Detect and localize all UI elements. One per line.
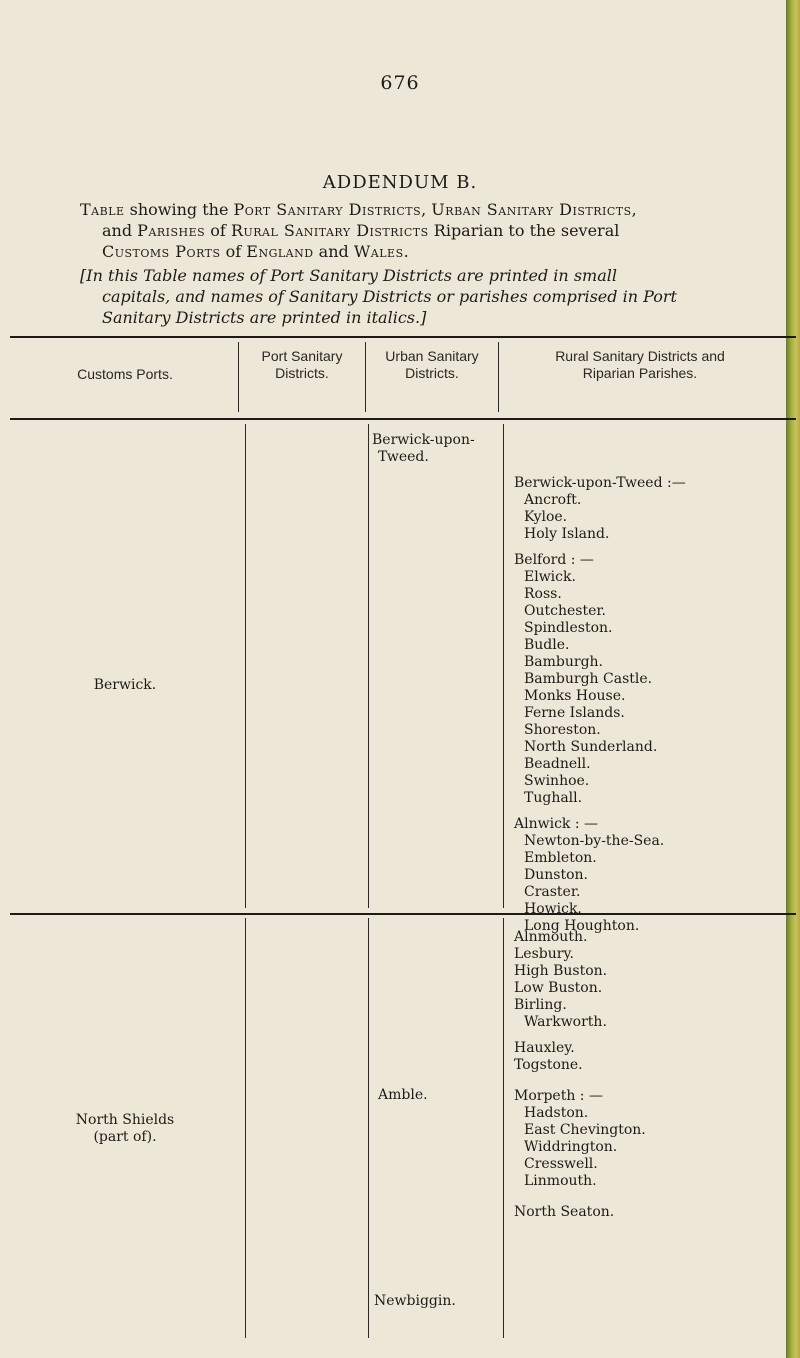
column-divider xyxy=(245,918,246,1338)
parish: Spindleston. xyxy=(524,620,613,636)
parish: Ross. xyxy=(524,586,562,602)
parish: Outchester. xyxy=(524,603,606,619)
addendum-title: ADDENDUM B. xyxy=(322,172,478,193)
header-rule xyxy=(10,418,796,420)
heading-text: and xyxy=(102,221,138,240)
urban-line: Tweed. xyxy=(378,449,429,465)
heading-text: , xyxy=(421,200,432,219)
column-divider xyxy=(368,918,369,1338)
heading-word: England xyxy=(246,242,314,261)
parish: Beadnell. xyxy=(524,756,591,772)
parish: Widdrington. xyxy=(524,1139,618,1155)
parish: Monks House. xyxy=(524,688,626,704)
customs-port-line: (part of). xyxy=(93,1129,157,1145)
header-line: Urban Sanitary xyxy=(385,348,479,364)
parish: North Sunderland. xyxy=(524,739,658,755)
heading-text: of xyxy=(205,221,231,240)
table-top-rule xyxy=(10,336,796,338)
parish: Bamburgh. xyxy=(524,654,604,670)
parish: Elwick. xyxy=(524,569,576,585)
parish: Warkworth. xyxy=(524,1014,607,1030)
rural-list-north-shields xyxy=(514,929,784,1221)
table-heading xyxy=(80,199,740,262)
header-line: Districts. xyxy=(405,365,459,381)
parish: Bamburgh Castle. xyxy=(524,671,653,687)
rural-district: Alnwick : — xyxy=(514,816,599,832)
heading-word: Wales xyxy=(353,242,404,261)
heading-word: Rural Sanitary Districts xyxy=(230,221,429,240)
urban-line: Berwick-upon- xyxy=(372,432,475,448)
rural-district: Berwick-upon-Tweed :— xyxy=(514,475,686,491)
urban-district xyxy=(372,432,500,466)
heading-text: Riparian to the several xyxy=(428,221,620,240)
parish: Long Houghton. xyxy=(524,918,640,934)
parish: Newton-by-the-Sea. xyxy=(524,833,665,849)
parish: North Seaton. xyxy=(514,1204,615,1220)
header-rural-sanitary xyxy=(500,348,780,382)
parish: Holy Island. xyxy=(524,526,610,542)
parish: East Chevington. xyxy=(524,1122,646,1138)
table-note xyxy=(80,265,740,328)
parish: Ancroft. xyxy=(524,492,582,508)
customs-port-north-shields xyxy=(14,1112,236,1146)
parish: Alnmouth. xyxy=(514,929,588,945)
rural-district: Morpeth : — xyxy=(514,1088,603,1104)
parish: Craster. xyxy=(524,884,581,900)
heading-word: Customs Ports xyxy=(102,242,221,261)
heading-text: . xyxy=(403,242,409,261)
parish: Birling. xyxy=(514,997,567,1013)
parish: Low Buston. xyxy=(514,980,603,996)
heading-word: Parishes xyxy=(137,221,206,240)
header-customs-ports: Customs Ports. xyxy=(77,366,173,382)
parish: Dunston. xyxy=(524,867,588,883)
parish: Cresswell. xyxy=(524,1156,598,1172)
heading-text: showing the xyxy=(124,200,234,219)
parish: Ferne Islands. xyxy=(524,705,625,721)
parish: Linmouth. xyxy=(524,1173,597,1189)
note-line: [In this Table names of Port Sanitary Districts are printed in small xyxy=(80,266,617,285)
header-line: Riparian Parishes. xyxy=(582,365,698,381)
parish: Howick. xyxy=(524,901,582,917)
parish: Budle. xyxy=(524,637,570,653)
column-divider xyxy=(503,424,504,908)
parish: Tughall. xyxy=(524,790,583,806)
header-port-sanitary xyxy=(240,348,364,382)
parish: Swinhoe. xyxy=(524,773,590,789)
parish: Kyloe. xyxy=(524,509,568,525)
header-divider xyxy=(238,342,239,412)
rural-district: Belford : — xyxy=(514,552,594,568)
heading-text: of xyxy=(220,242,247,261)
note-line: capitals, and names of Sanitary Districts or parishes comprised in Port xyxy=(102,287,677,306)
header-line: Districts. xyxy=(275,365,329,381)
heading-word: Table xyxy=(80,200,125,219)
column-divider xyxy=(503,918,504,1338)
header-line: Rural Sanitary Districts and xyxy=(555,348,725,364)
customs-port-line: North Shields xyxy=(75,1112,175,1128)
parish: Hadston. xyxy=(524,1105,589,1121)
heading-text: , xyxy=(631,200,637,219)
parish: High Buston. xyxy=(514,963,608,979)
customs-port-berwick: Berwick. xyxy=(93,677,157,693)
header-divider xyxy=(498,342,499,412)
header-line: Port Sanitary xyxy=(261,348,343,364)
urban-district-amble: Amble. xyxy=(378,1087,428,1103)
parish: Hauxley. xyxy=(514,1040,575,1056)
column-divider xyxy=(368,424,369,908)
heading-word: Urban Sanitary Districts xyxy=(431,200,632,219)
heading-word: Port Sanitary Districts xyxy=(233,200,422,219)
parish: Togstone. xyxy=(514,1057,583,1073)
heading-line-3 xyxy=(80,241,740,262)
parish: Embleton. xyxy=(524,850,597,866)
heading-text: and xyxy=(313,242,354,261)
column-divider xyxy=(245,424,246,908)
rural-list-berwick xyxy=(514,475,784,935)
parish: Shoreston. xyxy=(524,722,601,738)
note-line: Sanitary Districts are printed in italics.] xyxy=(102,308,427,327)
header-urban-sanitary xyxy=(366,348,498,382)
heading-line-2 xyxy=(80,220,740,241)
page-edge xyxy=(786,0,800,1358)
parish: Lesbury. xyxy=(514,946,574,962)
urban-district-newbiggin: Newbiggin. xyxy=(374,1293,456,1309)
page-number: 676 xyxy=(380,72,420,94)
